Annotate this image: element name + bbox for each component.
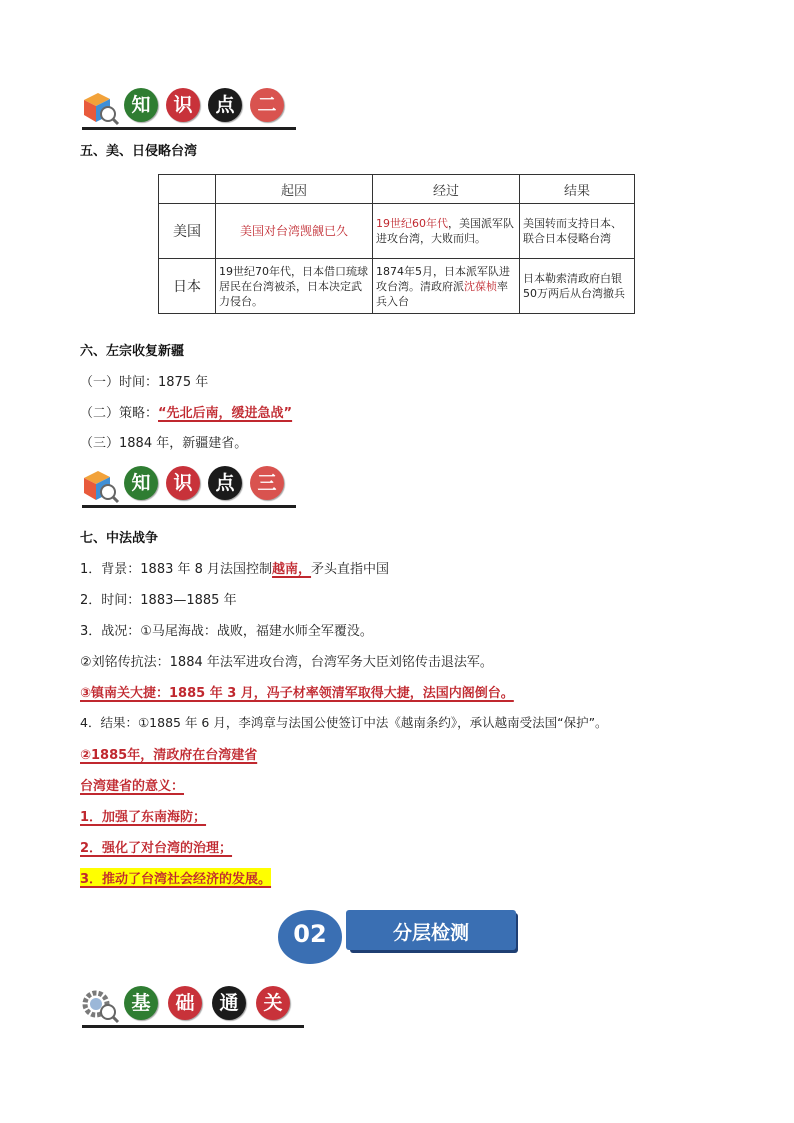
result-cell: 美国转而支持日本、联合日本侵略台湾 — [520, 204, 635, 259]
battle-line: 3．战况：①马尾海战：战败，福建水师全军覆没。 — [80, 624, 373, 639]
invasion-table — [158, 174, 635, 314]
banner-underline — [82, 1025, 304, 1028]
section-6-item-1: （一）时间：1875 年 — [80, 375, 209, 390]
cause-cell: 19世纪70年代，日本借口琉球居民在台湾被杀，日本决定武力侵台。 — [216, 259, 373, 314]
banner-char-2: 识 — [166, 466, 200, 500]
badge-label: 分层检测 — [392, 922, 469, 944]
significance-2: 2．强化了对台湾的治理； — [80, 841, 233, 856]
banner-underline — [82, 505, 296, 508]
basic-pass-banner — [80, 984, 304, 1028]
country-usa: 美国 — [159, 204, 216, 259]
table-row — [159, 259, 635, 314]
header-blank — [159, 175, 216, 204]
taiwan-province-line: ②1885年，清政府在台湾建省 — [80, 748, 258, 763]
banner-char-4: 三 — [250, 466, 284, 500]
knowledge-point-3-banner — [80, 464, 296, 508]
significance-3: 3．推动了台湾社会经济的发展。 — [80, 868, 271, 887]
background-vietnam: 越南， — [272, 562, 312, 577]
header-cause: 起因 — [216, 175, 373, 204]
banner-char-3: 通 — [212, 986, 246, 1020]
background-text: 1．背景：1883 年 8 月法国控制 — [80, 562, 273, 577]
header-process: 经过 — [373, 175, 520, 204]
banner-char-4: 二 — [250, 88, 284, 122]
header-result: 结果 — [520, 175, 635, 204]
badge-number: 02 — [293, 920, 327, 948]
cube-magnifier-icon — [80, 468, 120, 504]
process-date: 19世纪60年代 — [376, 217, 448, 230]
banner-underline — [82, 127, 296, 130]
section-7-title: 七、中法战争 — [80, 531, 159, 546]
time-line: 2．时间：1883—1885 年 — [80, 593, 237, 608]
process-cell — [373, 259, 520, 314]
banner-char-3: 点 — [208, 88, 242, 122]
process-text-a: 1874年5月，日本派军队进攻台湾。清政府派 — [376, 264, 510, 293]
cube-magnifier-icon — [80, 90, 120, 126]
background-line — [80, 558, 389, 577]
banner-char-2: 础 — [168, 986, 202, 1020]
table-row — [159, 204, 635, 259]
knowledge-point-2-banner — [80, 86, 296, 130]
section-5-title: 五、美、日侵略台湾 — [80, 144, 198, 159]
significance-title: 台湾建省的意义： — [80, 779, 185, 794]
cause-cell: 美国对台湾觊觎已久 — [216, 204, 373, 259]
item-2-prefix: （二）策略： — [80, 406, 159, 421]
result-cell: 日本勒索清政府白银50万两后从台湾撤兵 — [520, 259, 635, 314]
section-6-item-3: （三）1884 年，新疆建省。 — [80, 436, 248, 451]
banner-char-3: 点 — [208, 466, 242, 500]
banner-char-2: 识 — [166, 88, 200, 122]
banner-char-1: 知 — [124, 466, 158, 500]
banner-char-1: 知 — [124, 88, 158, 122]
country-japan: 日本 — [159, 259, 216, 314]
zhennanguan-line: ③镇南关大捷：1885 年 3 月，冯子材率领清军取得大捷，法国内阁倒台。 — [80, 686, 514, 701]
process-cell — [373, 204, 520, 259]
section-6-title: 六、左宗收复新疆 — [80, 344, 185, 359]
background-text-tail: 矛头直指中国 — [311, 562, 390, 577]
banner-char-1: 基 — [124, 986, 158, 1020]
banner-char-4: 关 — [256, 986, 290, 1020]
significance-1: 1．加强了东南海防； — [80, 810, 207, 825]
process-text: ，美国派军队进攻台湾，大败而归。 — [376, 217, 514, 245]
section-6-item-2 — [80, 402, 292, 421]
process-text-b: 率兵入台 — [376, 279, 508, 308]
process-person: 沈葆桢 — [464, 279, 497, 293]
liu-mingchuan-line: ②刘铭传抗法：1884 年法军进攻台湾，台湾军务大臣刘铭传击退法军。 — [80, 655, 493, 670]
item-2-strategy: “先北后南，缓进急战” — [158, 406, 293, 421]
result-line: 4．结果：①1885 年 6 月，李鸿章与法国公使签订中法《越南条约》，承认越南受法国“保护”。 — [80, 715, 608, 730]
section-02-badge — [274, 906, 524, 968]
gear-magnifier-icon — [80, 988, 120, 1024]
